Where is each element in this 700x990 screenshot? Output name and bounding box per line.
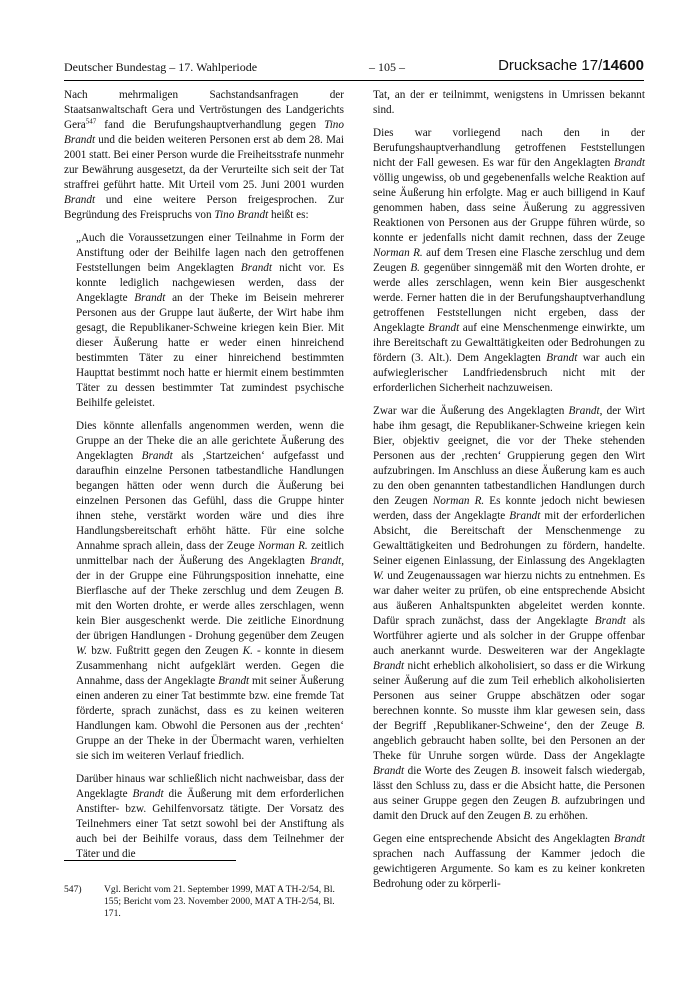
footnote (64, 884, 344, 920)
page-number: – 105 – (369, 60, 405, 74)
paragraph: Nach mehrmaligen Sachstandsanfragen der Staatsanwaltschaft Gera und Vertröstungen des Landgerichts Gera$^{547}$ fand die Berufungshauptverhandlung gegen Tino Brandt und die beiden weiteren Personen erst ab dem 28. Mai 2001 statt. Bei einer Person wurde die Freiheitsstrafe nunmehr zur Bewährung ausgesetzt, da der Verurteilte sich seit der Tat straffrei geführt hatte. Mit Urteil vom 25. Juni 2001 wurden Brandt und eine weitere Person freigesprochen. Zur Begründung des Freispruchs von Tino Brandt heißt es: (64, 89, 344, 221)
document-number (498, 57, 644, 74)
quote-paragraph: Dies könnte allenfalls angenommen werden, wenn die Gruppe an der Theke die an alle gerichtete Äußerung des Angeklagten Brandt als ‚Startzeichen‘ aufgefasst und daraufhin einzelne Personen tatbestandliche Handlungen begangen hätten oder wenn durch die Äußerung bei einzelnen Personen das Gefühl, dass die Gruppe hinter ihnen stehe, verstärkt worden wäre und dies ihre Handlungsbereitschaft erhöht hätte. Für eine solche Annahme sprach allein, dass der Zeuge Norman R. zeitlich unmittelbar nach der Äußerung des Angeklagten Brandt, der in der Gruppe eine Führungsposition innehatte, eine Bierflasche auf der Theke zerschlug und dem Zeugen B. mit den Worten drohte, er werde alles zerschlagen, wenn kein Bier ausgeschenkt werde. Die zeitliche Einordnung der übrigen Handlungen - Drohung gegenüber dem Zeugen W. bzw. Fußtritt gegen den Zeugen K. - konnte in diesem Zusammenhang nicht aufgeklärt werden. Gegen die Annahme, dass der Angeklagte Brandt mit seiner Äußerung einen anderen zu einer Tat bestimmte bzw. eine fremde Tat förderte, sprach zunächst, dass es zu keinen weiteren Handlungen kam. Obwohl die Personen aus der ‚rechten‘ Gruppe an der Theke in der Übermacht waren, verhielten sie sich im weiteren Verlauf friedlich. (76, 420, 344, 762)
paragraph: Dies war vorliegend nach den in der Berufungshauptverhandlung getroffenen Feststellungen nicht der Fall gewesen. Es war für den Angeklagten Brandt völlig ungewiss, ob und gegebenenfalls welche Reaktion auf seine Äußerung hin erfolgte. Mag er auch billigend in Kauf genommen haben, dass seine Äußerung zu aggressiven Reaktionen von Personen aus der Gruppe führen würde, so konnte er jedenfalls nicht damit rechnen, dass der Zeuge Norman R. auf dem Tresen eine Flasche zerschlug und dem Zeugen B. gegenüber sinngemäß mit den Worten drohte, er werde alles zerschlagen, wenn kein Bier ausgeschenkt werde. Ferner hatten die in der Berufungshauptverhandlung getroffenen Feststellungen nicht ergeben, dass der Angeklagte Brandt auf eine Menschenmenge einwirkte, um ihre Bereitschaft zu Gewalttätigkeiten oder Bedrohungen zu fördern (3. Alt.). Dem Angeklagten Brandt war auch ein aufwieglerischer Landfriedensbruch nicht mit der erforderlichen Sicherheit nachzuweisen. (373, 127, 646, 394)
left-column (64, 88, 344, 870)
document-number-bold: 14600 (602, 57, 644, 74)
paragraph: Zwar war die Äußerung des Angeklagten Brandt, der Wirt habe ihm gesagt, die Republikaner-Schweine kriegen kein Bier, objektiv geeignet, die vor der Theke stehenden Personen aus der ‚rechten‘ Gruppierung gegen den Wirt aufzubringen. Im Anschluss an diese Äußerung kam es auch zu den oben genannten tatbestandlichen Handlungen durch den Zeugen Norman R. Es konnte jedoch nicht bewiesen werden, dass der Angeklagte Brandt mit der erforderlichen Absicht, die Bereitschaft der Menschenmenge zu Gewalttätigkeiten und Bedrohungen zu fördern, handelte. Seiner eigenen Einlassung, der Einlassung des Angeklagten W. und Zeugenaussagen war hierzu nichts zu entnehmen. Es war daher weiter zu prüfen, ob eine entsprechende Absicht aus äußeren Anhaltspunkten abgeleitet werden konnte. Dafür sprach zunächst, dass der Angeklagte Brandt als Wortführer agierte und als solcher in der Gruppe offenbar auch anerkannt wurde. Desweiteren war der Angeklagte Brandt nicht erheblich alkoholisiert, so dass er die Wirkung seiner Äußerung auf die zum Teil erheblich alkoholisierten Personen aus seiner Gruppe abschätzen oder sogar berechnen konnte. So musste ihm klar gewesen sein, dass der Begriff ‚Republikaner-Schweine‘, den der Zeuge B. angeblich gebraucht haben sollte, bei den Personen an der Theke für Unruhe sorgen würde. Dass der Angeklagte Brandt die Worte des Zeugen B. insoweit falsch wiedergab, lässt den Schluss zu, dass er die Absicht hatte, die Personen aus seiner Gruppe gegen den Zeugen B. aufzubringen und damit den Druck auf den Zeugen B. zu erhöhen. (373, 405, 646, 822)
page-header (64, 58, 644, 81)
right-column (373, 88, 645, 900)
footnote-ref[interactable]: 547 (85, 117, 97, 126)
footnote-divider (64, 860, 236, 861)
footnote-text: Vgl. Bericht vom 21. September 1999, MAT A TH-2/54, Bl. 155; Bericht vom 23. November 2000, MAT A TH-2/54, Bl. 171. (104, 884, 335, 919)
document-number-prefix: Drucksache 17/ (498, 57, 603, 74)
quote-paragraph: Darüber hinaus war schließlich nicht nachweisbar, dass der Angeklagte Brandt die Äußerung mit dem erforderlichen Anstifter- bzw. Gehilfenvorsatz tätigte. Der Vorsatz des Teilnehmers einer Tat setzt sowohl bei der Anstiftung als auch bei der Beihilfe voraus, dass dem Teilnehmer der Täter und die (76, 773, 344, 860)
footnote-number: 547) (64, 884, 82, 895)
header-publisher: Deutscher Bundestag – 17. Wahlperiode (64, 60, 258, 74)
quote-paragraph: „Auch die Voraussetzungen einer Teilnahme in Form der Anstiftung oder der Beihilfe lagen nach den getroffenen Feststellungen beim Angeklagten Brandt nicht vor. Es konnte lediglich nachgewiesen werden, dass der Angeklagte Brandt an der Theke im Beisein mehrerer Personen aus der Gruppe laut äußerte, der Wirt habe ihm gesagt, die Republikaner-Schweine kriegen kein Bier. Mit dieser Äußerung hatte er weder einen hinreichend bestimmten Täter zu einer hinreichend bestimmten Haupttat bestimmt noch hatte er hiermit einem bestimmten Täter zu dessen bestimmter Tat zumindest psychische Beihilfe geleistet. (76, 232, 344, 409)
paragraph: Gegen eine entsprechende Absicht des Angeklagten Brandt sprachen nach Auffassung der Kammer jedoch die gewichtigeren Argumente. So kam es zu keiner konkreten Bedrohung oder zu körperli- (373, 833, 645, 890)
paragraph: Tat, an der er teilnimmt, wenigstens in Umrissen bekannt sind. (373, 89, 645, 116)
